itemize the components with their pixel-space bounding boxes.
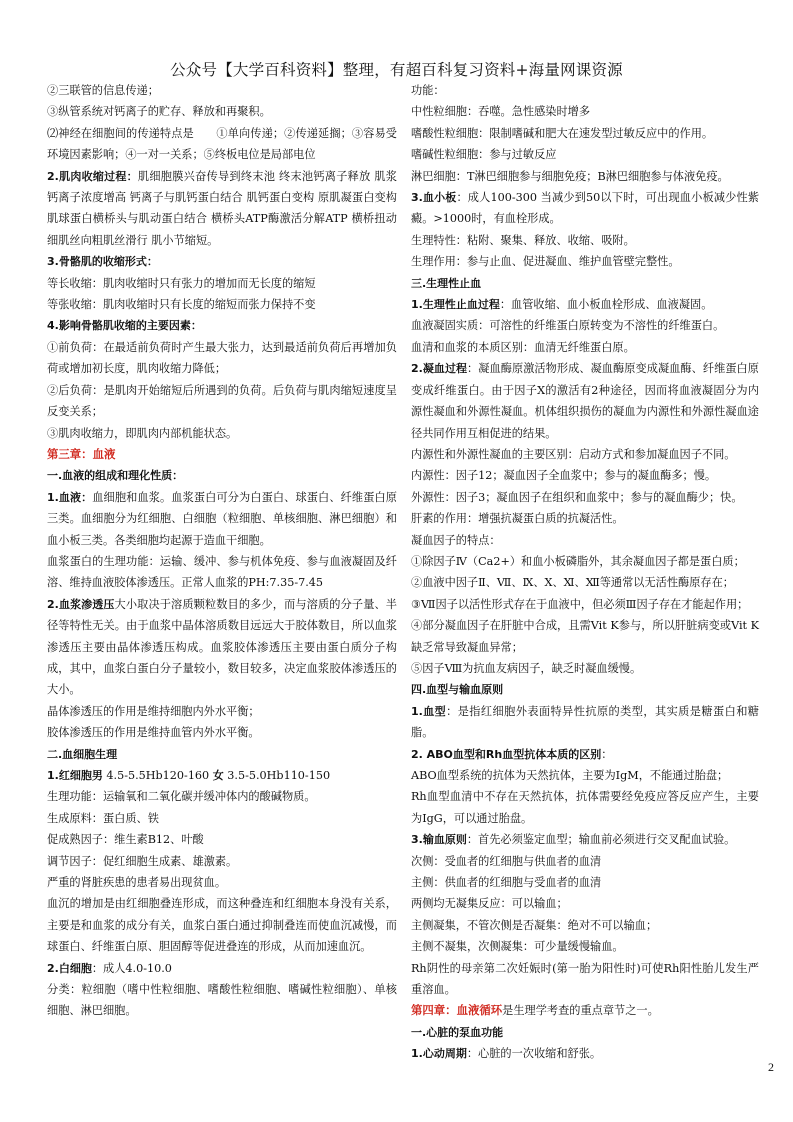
paragraph-text: 胶体渗透压的作用是维持血管内外水平衡。 xyxy=(47,726,260,740)
bold-heading: 一.血液的组成和理化性质： xyxy=(47,469,184,483)
paragraph-text: 中性粒细胞：吞噬。急性感染时增多 xyxy=(411,105,591,119)
paragraph-text: 肝素的作用：增强抗凝蛋白质的抗凝活性。 xyxy=(411,512,624,526)
paragraph xyxy=(47,337,397,380)
bold-heading: 1.血液： xyxy=(47,490,93,504)
paragraph xyxy=(47,872,397,893)
paragraph-text: ①除因子Ⅳ（Ca2+）和血小板磷脂外，其余凝血因子都是蛋白质； xyxy=(411,554,745,568)
bold-heading: 二.血细胞生理 xyxy=(47,747,118,761)
paragraph-text: ：成人100-300 当减少到50以下时，可出现血小板减少性紫癜。>1000时，有血栓形成。 xyxy=(411,191,760,226)
paragraph xyxy=(411,465,759,486)
bold-heading: 4.影响骨骼肌收缩的主要因素： xyxy=(47,319,202,333)
bold-heading: 1.红细胞男 xyxy=(47,769,103,782)
bold-heading: 2. ABO血型和Rh血型抗体本质的区别 xyxy=(411,747,602,761)
bold-heading: 1.生理性止血过程 xyxy=(411,298,500,312)
paragraph-text: 次侧：受血者的红细胞与供血者的血清 xyxy=(411,854,602,868)
paragraph xyxy=(411,123,759,144)
paragraph xyxy=(411,851,759,872)
paragraph-text: 生理功能：运输氧和二氧化碳并缓冲体内的酸碱物质。 xyxy=(47,790,316,804)
bold-heading: 女 xyxy=(212,769,224,782)
left-column xyxy=(47,80,397,1022)
paragraph-text: ②后负荷：是肌肉开始缩短后所遇到的负荷。后负荷与肌肉缩短速度呈反变关系； xyxy=(47,383,397,419)
paragraph-text: 功能： xyxy=(411,84,445,97)
paragraph xyxy=(47,294,397,315)
paragraph xyxy=(47,979,397,1022)
paragraph xyxy=(47,722,397,743)
paragraph xyxy=(411,893,759,914)
bold-heading: 3.血小板 xyxy=(411,191,457,205)
paragraph-text: 内源性：因子12；凝血因子全血浆中；参与的凝血酶多；慢。 xyxy=(411,469,717,483)
paragraph-text: 内源性和外源性凝血的主要区别：启动方式和参加凝血因子不同。 xyxy=(411,447,736,461)
paragraph-text: 外源性：因子3；凝血因子在组织和血浆中；参与的凝血酶少；快。 xyxy=(411,490,743,504)
paragraph xyxy=(47,444,397,465)
paragraph xyxy=(411,144,759,165)
paragraph xyxy=(47,701,397,722)
paragraph-text: ④部分凝血因子在肝脏中合成，且需Vit K参与，所以肝脏病变或Vit K缺乏常导致凝血异常； xyxy=(411,619,759,654)
paragraph xyxy=(411,358,759,444)
paragraph-text: 4.5-5.5Hb120-160 xyxy=(102,769,213,782)
paragraph xyxy=(47,958,397,979)
paragraph xyxy=(411,101,759,122)
paragraph xyxy=(411,273,759,294)
paragraph xyxy=(47,166,397,252)
paragraph-text: 生理作用：参与止血、促进凝血、维护血管壁完整性。 xyxy=(411,255,680,269)
paragraph-text: ：是指红细胞外表面特异性抗原的类型，其实质是糖蛋白和糖脂。 xyxy=(411,704,759,740)
chapter-heading: 第四章：血液循环 xyxy=(411,1003,503,1018)
paragraph xyxy=(47,465,397,486)
bold-heading: 1.血型 xyxy=(411,704,447,718)
bold-heading: 2.血浆渗透压 xyxy=(47,597,115,611)
bold-heading: 2.凝血过程 xyxy=(411,362,468,376)
paragraph-text: 等张收缩：肌肉收缩时只有长度的缩短而张力保持不变 xyxy=(47,298,316,312)
paragraph-text: 主侧：供血者的红细胞与受血者的血清 xyxy=(411,876,602,890)
paragraph xyxy=(411,294,759,315)
paragraph xyxy=(411,337,759,358)
paragraph-text: 晶体渗透压的作用是维持细胞内外水平衡； xyxy=(47,704,260,718)
paragraph xyxy=(47,380,397,423)
paragraph-text: ：首先必须鉴定血型；输血前必须进行交叉配血试验。 xyxy=(466,833,736,847)
paragraph xyxy=(411,551,759,572)
paragraph xyxy=(411,701,759,744)
paragraph xyxy=(47,829,397,850)
paragraph xyxy=(47,594,397,701)
bold-heading: 3.骨骼肌的收缩形式： xyxy=(47,255,158,269)
paragraph-text: 分类：粒细胞（嗜中性粒细胞、嗜酸性粒细胞、嗜碱性粒细胞）、单核细胞、淋巴细胞。 xyxy=(47,983,397,1018)
paragraph-text: 3.5-5.0Hb110-150 xyxy=(223,769,331,782)
paragraph-text: ：心脏的一次收缩和舒张。 xyxy=(466,1047,602,1061)
paragraph xyxy=(411,1022,759,1043)
paragraph xyxy=(411,1000,759,1021)
paragraph xyxy=(411,679,759,700)
paragraph-text: ：凝血酶原激活物形成、凝血酶原变成凝血酶、纤维蛋白原变成纤维蛋白。由于因子X的激活有2种途径，因而将血液凝固分为内源性凝血和外源性凝血。机体组织损伤的凝血为内源性和外源性凝血途径共同作用互相促进的结果。 xyxy=(411,362,759,440)
paragraph xyxy=(47,101,397,122)
paragraph-text: 肌细胞膜兴奋传导到终末池 终末池钙离子释放 肌浆钙离子浓度增高 钙离子与肌钙蛋白结合 肌钙蛋白变构 原肌凝蛋白变构 肌球蛋白横桥头与肌动蛋白结合 横桥头ATP酶激活分解ATP 横桥扭动 细肌丝向粗肌丝滑行 肌小节缩短。 xyxy=(47,169,397,247)
paragraph-text: Rh血型血清中不存在天然抗体，抗体需要经免疫应答反应产生，主要为IgG，可以通过胎盘。 xyxy=(411,790,759,825)
paragraph-text: 血浆蛋白的生理功能：运输、缓冲、参与机体免疫、参与血液凝固及纤溶、维持血液胶体渗透压。正常人血浆的PH:7.35-7.45 xyxy=(47,554,397,590)
page-header: 公众号【大学百科资料】整理，有超百科复习资料+海量网课资源 xyxy=(170,61,623,79)
paragraph-text: ：血管收缩、血小板血栓形成、血液凝固。 xyxy=(499,298,713,312)
paragraph xyxy=(47,487,397,551)
paragraph-text: 嗜碱性粒细胞：参与过敏反应 xyxy=(411,148,557,162)
paragraph-text: 等长收缩：肌肉收缩时只有张力的增加而无长度的缩短 xyxy=(47,276,316,290)
paragraph-text: 生理特性：粘附、聚集、释放、收缩、吸附。 xyxy=(411,233,635,247)
paragraph xyxy=(47,251,397,272)
paragraph xyxy=(411,744,759,765)
paragraph xyxy=(411,786,759,829)
paragraph xyxy=(411,958,759,1001)
bold-heading: 3.输血原则 xyxy=(411,833,467,847)
paragraph-text: 生成原料：蛋白质、铁 xyxy=(47,811,159,825)
paragraph-text: ⑤因子Ⅷ为抗血友病因子，缺乏时凝血缓慢。 xyxy=(411,661,642,675)
paragraph-text: 是生理学考查的重点章节之一。 xyxy=(502,1004,659,1018)
paragraph-text: ③肌肉收缩力，即肌肉内部机能状态。 xyxy=(47,426,238,440)
paragraph xyxy=(47,851,397,872)
paragraph xyxy=(47,744,397,765)
paragraph xyxy=(47,808,397,829)
right-column xyxy=(411,80,759,1065)
paragraph-text: 两侧均无凝集反应：可以输血； xyxy=(411,897,568,911)
paragraph-text: 大小取决于溶质颗粒数目的多少，而与溶质的分子量、半径等特性无关。由于血浆中晶体溶质数目远远大于胶体数目，所以血浆渗透压主要由晶体渗透压构成。血浆胶体渗透压主要由蛋白质分子构成，其中，血浆白蛋白分子量较小，数目较多，决定血浆胶体渗透压的大小。 xyxy=(47,597,397,697)
paragraph xyxy=(47,80,397,101)
bold-heading: 1.心动周期 xyxy=(411,1047,467,1061)
paragraph xyxy=(411,187,759,230)
paragraph-text: 主侧不凝集，次侧凝集：可少量缓慢输血。 xyxy=(411,940,624,954)
paragraph xyxy=(411,872,759,893)
paragraph xyxy=(411,936,759,957)
paragraph-text: 凝血因子的特点： xyxy=(411,533,501,547)
paragraph-text: 血细胞和血浆。血浆蛋白可分为白蛋白、球蛋白、纤维蛋白原三类。血细胞分为红细胞、白细胞（粒细胞、单核细胞、淋巴细胞）和血小板三类。各类细胞均起源于造血干细胞。 xyxy=(47,490,397,547)
paragraph xyxy=(411,80,759,101)
paragraph xyxy=(411,915,759,936)
paragraph xyxy=(411,315,759,336)
paragraph-text: ②三联管的信息传递； xyxy=(47,84,159,97)
paragraph xyxy=(411,508,759,529)
paragraph-text: ABO血型系统的抗体为天然抗体，主要为IgM，不能通过胎盘； xyxy=(411,769,729,782)
paragraph xyxy=(411,530,759,551)
paragraph-text: ： xyxy=(601,747,613,761)
paragraph xyxy=(411,594,759,615)
paragraph xyxy=(47,786,397,807)
paragraph-text: ③Ⅶ因子以活性形式存在于血液中，但必须Ⅲ因子存在才能起作用； xyxy=(411,597,749,611)
bold-heading: 2.肌肉收缩过程： xyxy=(47,169,138,183)
paragraph xyxy=(411,1043,759,1064)
paragraph xyxy=(411,444,759,465)
paragraph xyxy=(47,273,397,294)
paragraph-text: 血清和血浆的本质区别：血清无纤维蛋白原。 xyxy=(411,340,635,354)
paragraph xyxy=(411,829,759,850)
paragraph xyxy=(411,615,759,658)
paragraph-text: ：成人4.0-10.0 xyxy=(91,961,172,975)
paragraph xyxy=(47,551,397,594)
paragraph xyxy=(411,765,759,786)
paragraph-text: 血沉的增加是由红细胞叠连形成，而这种叠连和红细胞本身没有关系，主要是和血浆的成分有关，血浆白蛋白通过抑制叠连而使血沉减慢，而球蛋白、纤维蛋白原、胆固醇等促进叠连的形成，从而加速血沉。 xyxy=(47,897,397,954)
bold-heading: 三.生理性止血 xyxy=(411,276,482,290)
paragraph xyxy=(411,487,759,508)
paragraph xyxy=(47,123,397,166)
paragraph-text: 嗜酸性粒细胞：限制嗜碱和肥大在速发型过敏反应中的作用。 xyxy=(411,126,714,140)
bold-heading: 2.白细胞 xyxy=(47,961,92,975)
paragraph-text: ①前负荷：在最适前负荷时产生最大张力，达到最适前负荷后再增加负荷或增加初长度，肌肉收缩力降低； xyxy=(47,340,397,376)
paragraph xyxy=(411,658,759,679)
paragraph-text: ②血液中因子Ⅱ、Ⅶ、Ⅸ、Ⅹ、Ⅺ、Ⅻ等通常以无活性酶原存在； xyxy=(411,576,734,590)
paragraph xyxy=(47,893,397,957)
paragraph-text: 促成熟因子：维生素B12、叶酸 xyxy=(47,833,204,847)
paragraph-text: ③纵管系统对钙离子的贮存、释放和再聚积。 xyxy=(47,105,271,119)
paragraph-text: 调节因子：促红细胞生成素、雄激素。 xyxy=(47,854,238,868)
paragraph xyxy=(47,765,397,786)
chapter-heading: 第三章：血液 xyxy=(47,446,116,461)
paragraph-text: 主侧凝集，不管次侧是否凝集：绝对不可以输血； xyxy=(411,918,658,932)
paragraph-text: 淋巴细胞：T淋巴细胞参与细胞免疫；B淋巴细胞参与体液免疫。 xyxy=(411,169,729,183)
paragraph xyxy=(47,315,397,336)
paragraph-text: Rh阴性的母亲第二次妊娠时(第一胎为阳性时)可使Rh阳性胎儿发生严重溶血。 xyxy=(411,961,759,997)
paragraph xyxy=(411,251,759,272)
paragraph xyxy=(411,166,759,187)
paragraph xyxy=(411,572,759,593)
paragraph-text: 血液凝固实质：可溶性的纤维蛋白原转变为不溶性的纤维蛋白。 xyxy=(411,319,725,333)
paragraph-text: ⑵神经在细胞间的传递特点是 ①单向传递；②传递延搁；③容易受环境因素影响；④一对一关系；⑤终板电位是局部电位 xyxy=(47,126,397,162)
paragraph xyxy=(47,423,397,444)
page-number: 2 xyxy=(768,1060,774,1074)
paragraph xyxy=(411,230,759,251)
bold-heading: 四.血型与输血原则 xyxy=(411,683,504,697)
paragraph-text: 严重的肾脏疾患的患者易出现贫血。 xyxy=(47,876,227,890)
bold-heading: 一.心脏的泵血功能 xyxy=(411,1025,504,1039)
